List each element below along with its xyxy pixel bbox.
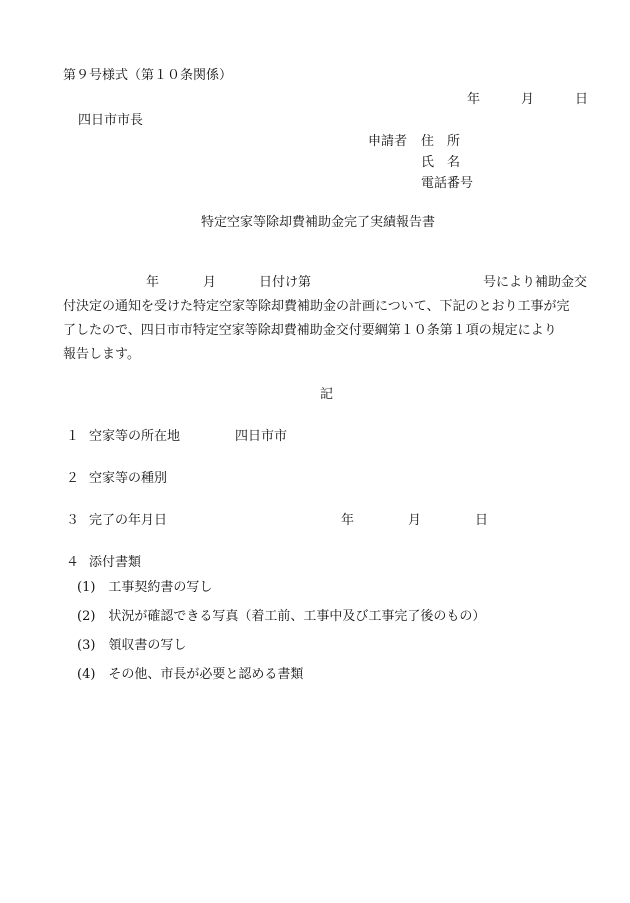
item-3-year: 年 — [341, 513, 355, 528]
applicant-label: 申請者 — [368, 134, 408, 149]
item-1-number: １ — [66, 429, 80, 444]
report-date-day: 日 — [575, 92, 589, 107]
body-line-4: 報告します。 — [63, 347, 140, 362]
ref-dated: 日付け第 — [259, 275, 312, 290]
ref-number-suffix: 号により補助金交 — [483, 275, 588, 290]
body-line-3: 了したので、四日市市特定空家等除却費補助金交付要綱第１０条第１項の規定により — [63, 323, 557, 338]
form-number: 第９号様式（第１０条関係） — [63, 68, 233, 83]
item-2-label: 空家等の種別 — [89, 471, 168, 486]
item-3-month: 月 — [408, 513, 422, 528]
addressee: 四日市市長 — [78, 113, 144, 128]
body-line-2: 付決定の通知を受けた特定空家等除却費補助金の計画について、下記のとおり工事が完 — [63, 299, 570, 314]
applicant-address-label: 住 所 — [421, 134, 461, 149]
item-2-number: ２ — [66, 471, 80, 486]
attachment-item: (4) その他、市長が必要と認める書類 — [77, 667, 304, 682]
applicant-name-label: 氏 名 — [421, 155, 461, 170]
ki-heading: 記 — [320, 387, 334, 402]
report-date-month: 月 — [521, 92, 535, 107]
applicant-phone-label: 電話番号 — [421, 176, 474, 191]
item-1-value: 四日市市 — [235, 429, 288, 444]
document-title: 特定空家等除却費補助金完了実績報告書 — [201, 215, 436, 230]
item-4-label: 添付書類 — [89, 555, 142, 570]
attachment-item: (1) 工事契約書の写し — [77, 580, 213, 595]
attachment-item: (2) 状況が確認できる写真（着工前、工事中及び工事完了後のもの） — [77, 609, 486, 624]
item-4-number: ４ — [66, 555, 80, 570]
attachment-item: (3) 領収書の写し — [77, 638, 187, 653]
item-1-label: 空家等の所在地 — [89, 429, 181, 444]
ref-year: 年 — [146, 275, 160, 290]
item-3-label: 完了の年月日 — [89, 513, 168, 528]
item-3-number: ３ — [66, 513, 80, 528]
ref-month: 月 — [203, 275, 217, 290]
item-3-day: 日 — [475, 513, 489, 528]
report-date-year: 年 — [467, 92, 481, 107]
